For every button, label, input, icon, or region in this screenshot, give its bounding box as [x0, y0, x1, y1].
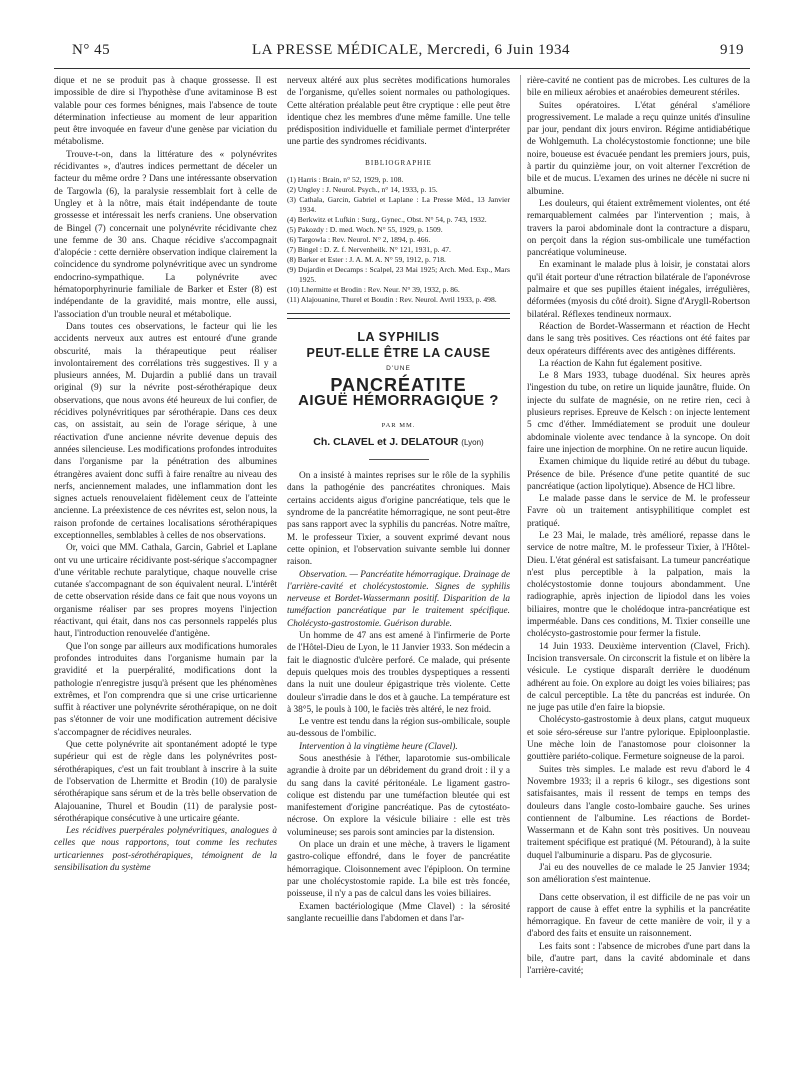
column-1 — [54, 75, 277, 978]
paragraph: En examinant le malade plus à loisir, je constatai alors qu'il était porteur d'une rétraction bilatérale de l'aponévrose palmaire et que ses pupilles étaient inégales, irrégulières, déformées (myosis du côté droit). Signe d'Arygll-Robertson bilatéral. Réflexes tendineux normaux. — [527, 260, 750, 320]
bibliography-title: BIBLIOGRAPHIE — [365, 158, 432, 167]
reference: (10) Lhermitte et Brodin : Rev. Neur. N° 39, 1932, p. 86. — [287, 285, 460, 295]
paragraph: Examen chimique du liquide retiré au début du tubage. Présence de bile. Présence d'une petite quantité de suc pancréatique (action lipolytique). Absence de HCl libre. — [527, 457, 750, 492]
paragraph: Cholécysto-gastrostomie à deux plans, catgut muqueux et soie séro-séreuse sur l'antre pylorique. Epiploonplastie. Une mèche loin de l'anastomose pour cloisonner la gouttière pariéto-colique. Fermeture soigneuse de la paroi. — [527, 715, 750, 763]
paragraph: Les récidives puerpérales polynévritiques, analogues à celles que nous rapportons, tout comme les rechutes urticariennes post-sérothérapiques, témoignent de la sensibilisation du système — [54, 826, 277, 873]
observation-heading: Observation. — Pancréatite hémorragique. Drainage de l'arrière-cavité et cholécystostomie. Signes de syphilis nerveuse et Bordet-Wassermann positif. Disparition de la tuméfaction pancréatique par le traitement spécifique. Cholécysto-gastrostomie. Guérison durable. — [287, 569, 510, 629]
reference: (4) Berkwitz et Lufkin : Surg., Gynec., Obst. N° 54, p. 743, 1932. — [287, 215, 487, 225]
paragraph: On a insisté à maintes reprises sur le rôle de la syphilis dans la pathogénie des pancréatites chroniques. Mais certains accidents aigus d'origine pancréatique, tels que le syndrome de la pancréatite hémorragique, ne sont peut-être pas sans rapport avec la syphilis du pancréas. Notre maître, M. le professeur Tixier, a souvent exprimé devant nous cette opinion, et l'observation suivante semble lui donner raison. — [287, 471, 510, 568]
reference: (7) Bingel : D. Z. f. Nervenheilk. N° 121, 1931, p. 47. — [287, 245, 451, 255]
article-title-line-2: PEUT-ELLE ÊTRE LA CAUSE — [306, 346, 491, 361]
reference: (6) Targowla : Rev. Neurol. N° 2, 1894, p. 466. — [287, 235, 431, 245]
article-authors — [287, 436, 510, 449]
paragraph: Les douleurs, qui étaient extrêmement violentes, ont été remarquablement calmées par l'intervention ; mais, à travers la paroi abdominale dont la contracture a disparu, on perçoit dans la région sus-ombilicale une tuméfaction pancréatique volumineuse. — [527, 198, 750, 259]
paragraph: Suites opératoires. L'état général s'améliore progressivement. Le malade a reçu quinze unités d'insuline par jour, pendant dix jours environ. Régime antidiabétique de Wohlgemuth. La cholécystostomie fonctionne; une bile noire, boueuse est évacuée pendant les premiers jours, puis, à partir du quinzième jour, on voit alterner l'excrétion de bile et de mucus. L'examen des urines ne décèle ni sucre ni albumine. — [527, 100, 750, 197]
paragraph: Dans toutes ces observations, le facteur qui lie les accidents nerveux aux autres est entouré d'une grande obscurité, mais la thérapeutique peut réaliser involontairement des corrélations très suggestives. Il y a plusieurs années, M. Dujardin a publié dans un travail original (9) sur la névrite post-sérothérapique deux observations, que nous avons été heureux de lui confier, de récidives polynévritiques par sérothérapie. Dans ces deux cas, on assistait, au sein de l'orage sérique, à une réactivation d'une ancienne névrite devenue depuis des années silencieuse. Les modifications profondes introduites dans l'organisme par la pénétration des albumines étrangères avaient donc suffi à faire renaître au niveau des nerfs, anciennement malades, une inflammation dont les signes actuels renouvelaient fidèlement ceux de l'atteinte ancienne. La préexistence de ces névrites est, selon nous, la raison profonde de certaines localisations sérothérapiques exceptionnelles, semblables à celles de nos observations. — [54, 321, 277, 541]
reference: (8) Barker et Ester : J. A. M. A. N° 59, 1912, p. 718. — [287, 255, 446, 265]
paragraph: nerveux altéré aux plus secrètes modifications humorales de l'organisme, qu'elles soient normales ou pathologiques. Cette altération préalable peut être cryptique : elle peut être identique chez les membres d'une même famille. Une telle prédisposition individuelle et familiale permet d'interpréter une partie des syndromes récidivants. — [287, 76, 510, 148]
paragraph: J'ai eu des nouvelles de ce malade le 25 Janvier 1934; son amélioration s'est maintenue. — [527, 863, 750, 886]
paragraph: Dans cette observation, il est difficile de ne pas voir un rapport de cause à effet entre la syphilis et la pancréatite hémorragique. En faveur de cette manière de voir, il y a d'abord des faits et ensuite un raisonnement. — [527, 892, 750, 940]
paragraph: Que l'on songe par ailleurs aux modifications humorales profondes introduites dans l'organisme humain par la gravidité et la puerpéralité, modifications dont la pathologie n'enregistre jusqu'à présent que les phénomènes extrêmes, et l'on comprendra que si une crise urticarienne suffit à réactiver une polynévrite sérothérapique, on ne doit pas s'étonner de voir une modification autrement décisive s'accompagner de récidives neurales. — [54, 641, 277, 738]
divider — [369, 459, 429, 460]
article-title-line-3: D'UNE — [386, 364, 411, 372]
divider — [287, 313, 510, 314]
paragraph: Trouve-t-on, dans la littérature des « polynévrites récidivantes », d'autres indices permettant de déceler un facteur du même ordre ? Dans une intéressante observation de Targowla (6), la paralysie ressemblait fort à celle de Ungley et à la nôtre, mais était indépendante de toute grossesse et intéressait les nerfs craniens. Une observation de Bingel (7) concernait une polynévrite récidivante chez une femme de 30 ans. Chaque récidive s'accompagnait d'alopécie : cette dernière observation indique clairement la coïncidence du syndrome polynévritique avec un syndrome endocrino-sympathique. La polynévrite avec hématoporphyrinurie familiale de Barker et Ester (8) est indépendante de la gravidité, mais montre, elle aussi, l'association d'un trouble neural et métabolique. — [54, 149, 277, 320]
bibliography — [287, 175, 510, 305]
paragraph: Suites très simples. Le malade est revu d'abord le 4 Novembre 1933; il a repris 6 kilogr., ses digestions sont satisfaisantes, mais il ressent de temps en temps des douleurs dans l'angle costo-lombaire gauche. Ses urines contiennent de l'albumine. Les réactions de Bordet-Wassermann et de Kahn sont très positives. Un nouveau traitement spécifique est pratiqué (M. Pétourand), à la suite duquel l'albuminurie a disparu. Pas de glycosurie. — [527, 764, 750, 861]
page-number: 919 — [720, 42, 744, 58]
reference: (2) Ungley : J. Neurol. Psych., n° 14, 1933, p. 15. — [287, 185, 438, 195]
byline-par: PAR MM. — [381, 421, 416, 429]
paragraph: Les faits sont : l'absence de microbes d'une part dans la bile, d'autre part, dans la cavité abdominale et dans l'arrière-cavité; — [527, 941, 750, 977]
paragraph: Réaction de Bordet-Wassermann et réaction de Hecht dans le sang très positives. Ces réactions ont été faites par deux opérateurs différents avec des antigènes différents. — [527, 321, 750, 357]
article-title-line-5: AIGUË HÉMORRAGIQUE ? — [298, 392, 499, 410]
page-header — [54, 40, 750, 69]
journal-title: LA PRESSE MÉDICALE, Mercredi, 6 Juin 1934 — [252, 42, 570, 58]
paragraph: dique et ne se produit pas à chaque grossesse. Il est impossible de dire si l'hypothèse d'une avitaminose B est valable pour ces formes bénignes, mais l'absence de toute détermination infectieuse au moment de leur apparition peut être invoquée en faveur d'une genèse par viciation du métabolisme. — [54, 76, 277, 148]
paragraph: La réaction de Kahn fut également positive. — [539, 358, 702, 369]
paragraph: Examen bactériologique (Mme Clavel) : la sérosité sanglante recueillie dans l'abdomen et dans l'ar- — [287, 901, 510, 924]
reference: (9) Dujardin et Decamps : Scalpel, 23 Mai 1925; Arch. Med. Exp., Mars 1925. — [287, 265, 510, 285]
column-2 — [287, 75, 510, 978]
paragraph: Le 23 Mai, le malade, très amélioré, repasse dans le service de notre maître, M. le professeur Tixier, à l'Hôtel-Dieu. L'état général est satisfaisant. La tumeur pancréatique n'est plus perceptible à la palpation, mais la cholécystostomie donne toujours abondamment. Une radiographie, après injection de lipiodol dans les voies biliaires, montre que le cholédoque intra-pancréatique est imperméable. Dans ces conditions, M. Tixier conseille une cholécysto-gastrostomie pour fermer la fistule. — [527, 530, 750, 640]
article-title-line-1: LA SYPHILIS — [357, 330, 440, 345]
paragraph: Le malade passe dans le service de M. le professeur Favre où un traitement antisyphilitique complet est pratiqué. — [527, 494, 750, 529]
article-title-line-4: PANCRÉATITE — [330, 374, 467, 395]
paragraph: rière-cavité ne contient pas de microbes. Les cultures de la bile en milieux aérobies et anaérobies demeurent stériles. — [527, 76, 750, 99]
reference: (3) Cathala, Garcin, Gabriel et Laplane : La Presse Méd., 13 Janvier 1934. — [287, 195, 510, 215]
paragraph: 14 Juin 1933. Deuxième intervention (Clavel, Frich). Incision transversale. On circonscrit la fistule et on libère la vésicule. Le cystique disparaît derrière le duodénum adhérent au foie. On explore au doigt les voies biliaires; pas de calcul perceptible. La tête du pancréas est indurée. On ne juge pas utile d'en faire la biopsie. — [527, 641, 750, 714]
paragraph: Intervention à la vingtième heure (Clavel). — [299, 741, 458, 752]
paragraph: On place un drain et une mèche, à travers le ligament gastro-colique effondré, dans le foyer de pancréatite hémorragique. Cloisonnement avec l'épiploon. On termine par une cholécystostomie rapide. La bile est très foncée, poisseuse, il n'y a pas de calcul dans les voies biliaires. — [287, 840, 510, 900]
issue-number: N° 45 — [72, 42, 111, 58]
paragraph: Le 8 Mars 1933, tubage duodénal. Six heures après l'ingestion du tube, on retire un liquide jaunâtre, fluide. On injecte du sulfate de magnésie, on ne retire rien, ceci à plusieurs reprises. Epreuve de Kelsch : on injecte lentement 5 cmc d'éther. Immédiatement se produit une douleur abdominale violente avec tendance à la syncope. On doit faire une injection de morphine. On ne retire aucun liquide. — [527, 371, 750, 455]
author-names: Ch. CLAVEL et J. DELATOUR — [313, 435, 459, 448]
reference: (11) Alajouanine, Thurel et Boudin : Rev. Neurol. Avril 1933, p. 498. — [287, 295, 497, 305]
column-3 — [520, 75, 750, 978]
reference: (5) Pakozdy : D. med. Woch. N° 55, 1929, p. 1509. — [287, 225, 443, 235]
paragraph: Sous anesthésie à l'éther, laparotomie sus-ombilicale agrandie à droite par un débridement du grand droit : il y a du sang dans la cavité péritonéale. Le ligament gastro-colique est distendu par une tuméfaction bleutée qui est manifestement d'origine pancréatique. Pas de cytostéato-nécrose. On explore la vésicule biliaire : elle est très volumineuse; ses parois sont amincies par la distension. — [287, 753, 510, 838]
paragraph: Un homme de 47 ans est amené à l'infirmerie de Porte de l'Hôtel-Dieu de Lyon, le 11 Janvier 1933. Son médecin a fait le diagnostic d'ulcère perforé. Ce malade, qui présente depuis quelques mois des troubles dyspeptiques a ressenti dans la nuit une douleur épigastrique très violente. Cette douleur s'irradie dans le dos et à gauche. La température est à 38°5, le pouls à 100, le faciès très altéré, le nez froid. — [287, 631, 510, 715]
divider — [287, 318, 510, 319]
paragraph: Or, voici que MM. Cathala, Garcin, Gabriel et Laplane ont vu une urticaire récidivante post-sérique s'accompagner d'une véritable rechute paralytique, chaque nouvelle crise cutanée s'accompagnant de son équivalent neural. L'intérêt de cette observation réside dans ce fait que nous voyons un organisme réaliser par ses propres moyens l'injection réactivant, qui était, dans nos cas personnels rappelés plus haut, l'introduction renouvelée d'antigène. — [54, 543, 277, 640]
columns — [54, 75, 750, 978]
author-city: (Lyon) — [461, 437, 484, 447]
paragraph: Que cette polynévrite ait spontanément adopté le type supérieur qui est de règle dans les polynévrites post-sérothérapiques, c'est un fait troublant à inscrire à la suite de l'observation de Lhermitte et Brodin (10) de paralysie sérothérapique sans sérum et de la très belle observation de Alajouanine, Thurel et Boudin (11) de paralysie post-sérothérapique consécutive à une urticaire géante. — [54, 740, 277, 824]
reference: (1) Harris : Brain, n° 52, 1929, p. 108. — [287, 175, 404, 185]
paragraph: Le ventre est tendu dans la région sus-ombilicale, souple au-dessous de l'ombilic. — [287, 717, 510, 740]
